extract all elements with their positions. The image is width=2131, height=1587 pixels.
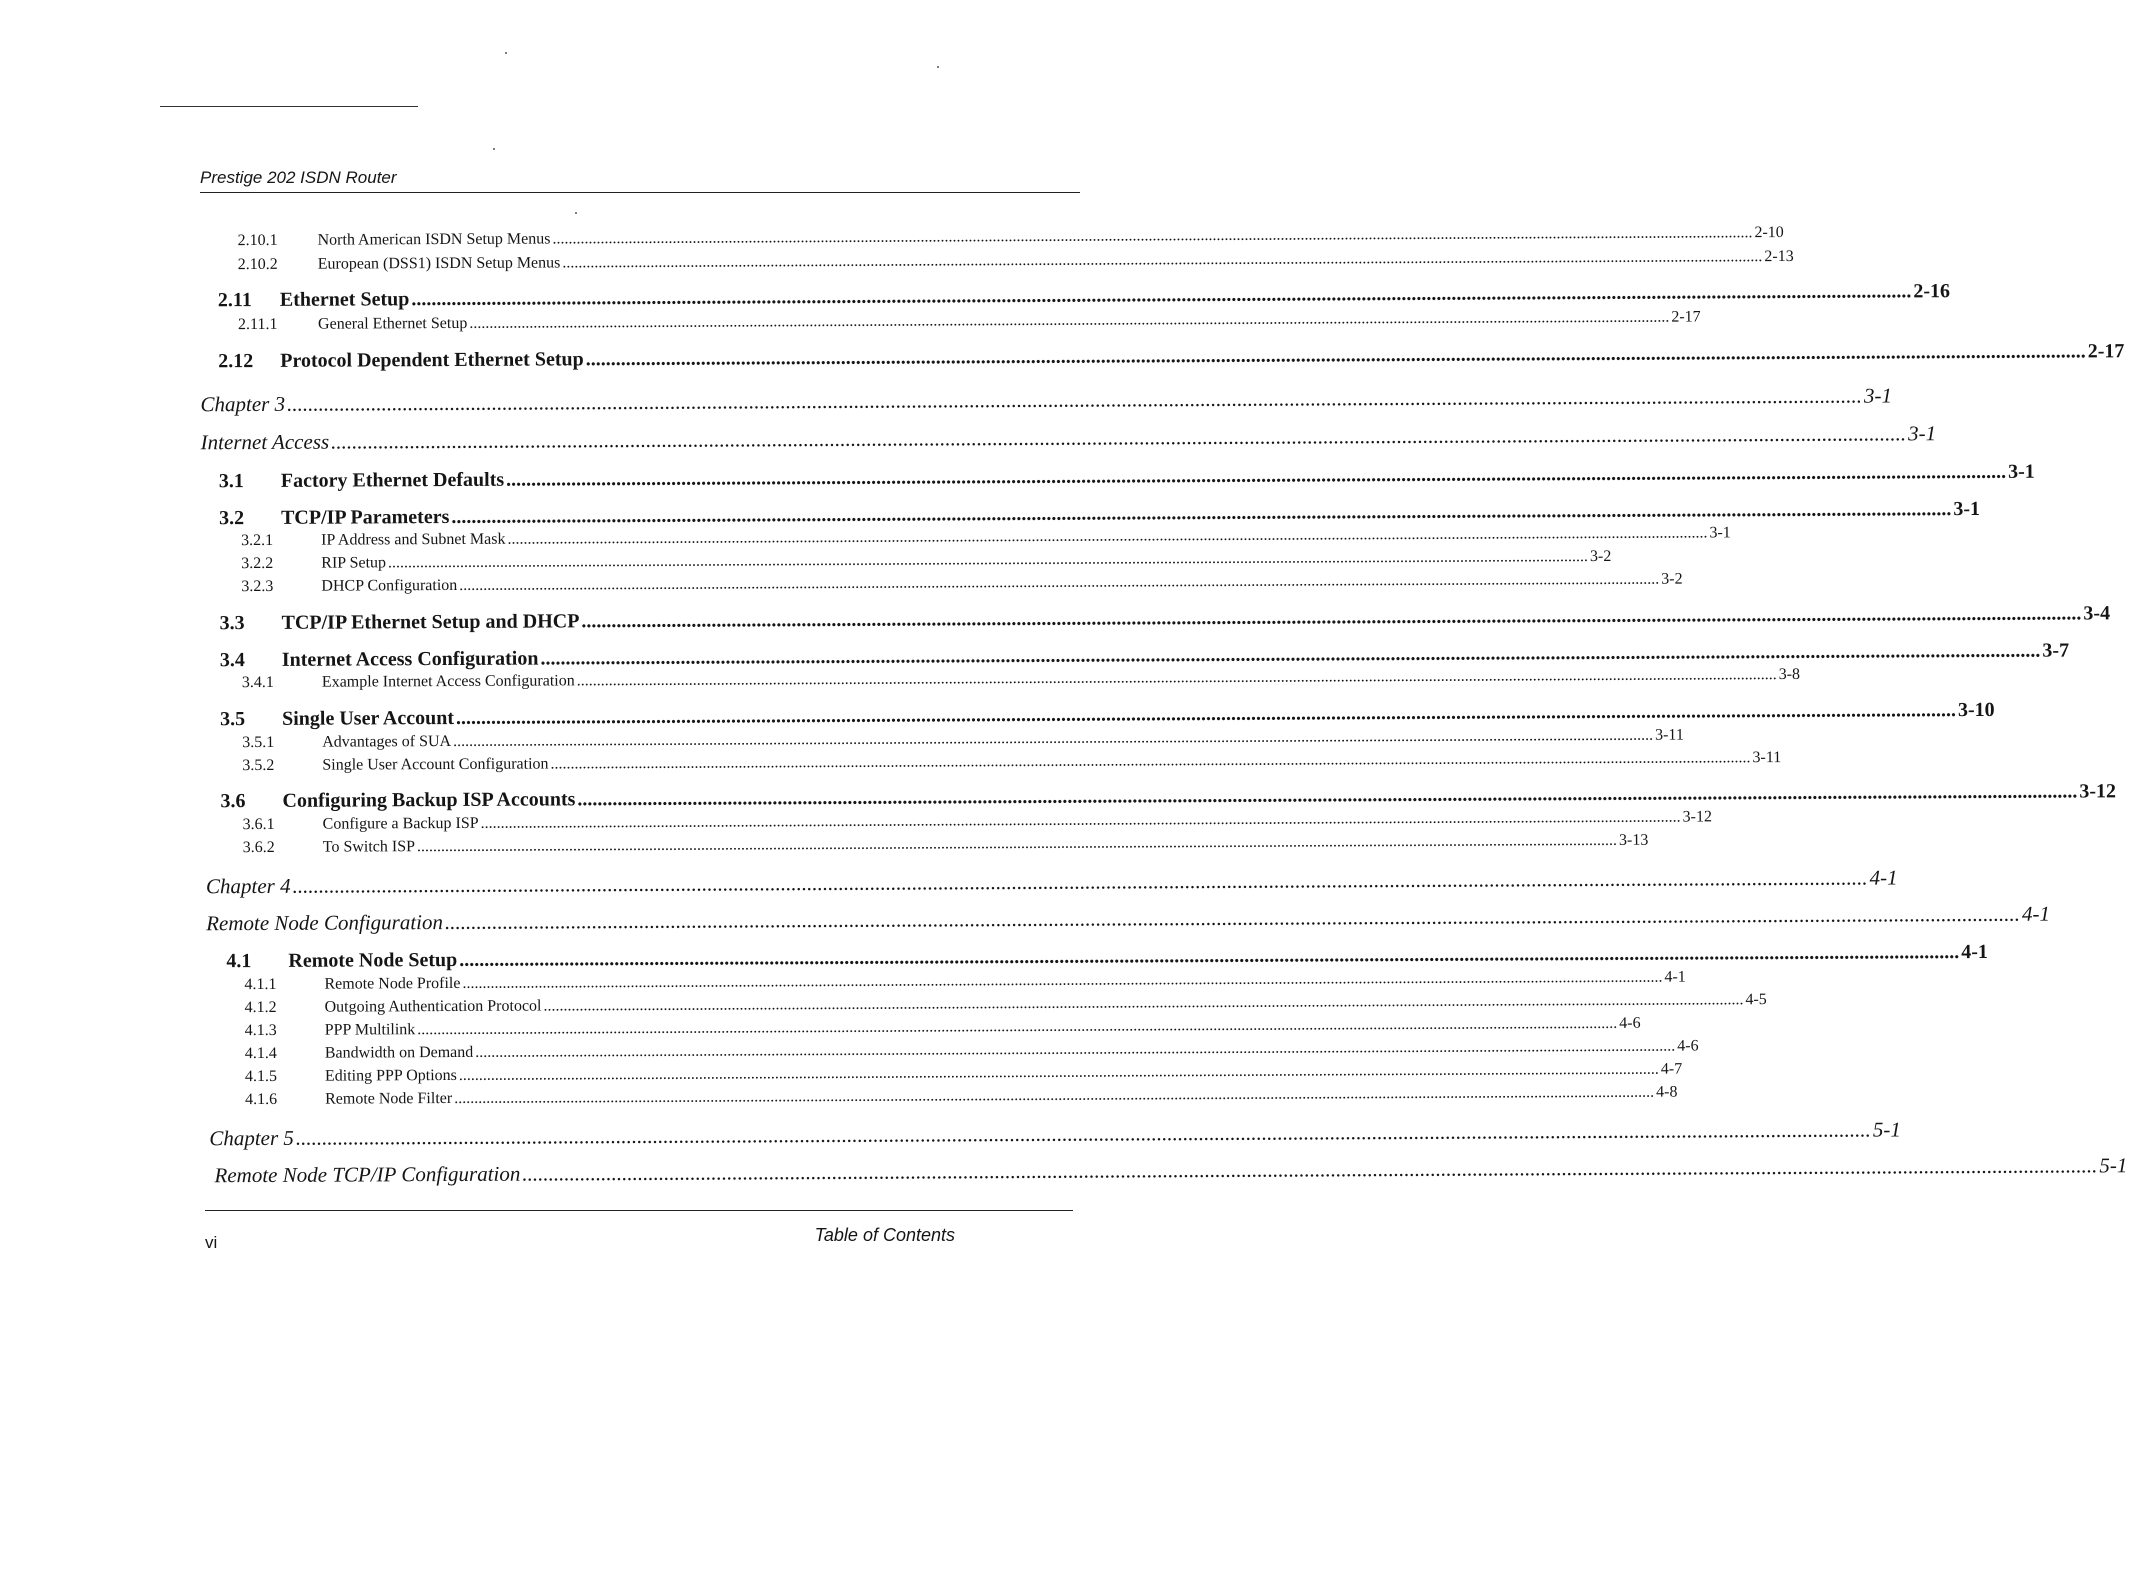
toc-entry-title: Remote Node Profile <box>324 974 461 993</box>
toc-entry-number: 3.1 <box>218 470 244 493</box>
toc-entry <box>200 421 1937 456</box>
dot-leader: ............................................................................................................................................................................................................................................................................................................ <box>540 639 2041 670</box>
dot-leader: ............................................................................................................................................................................................................................................................................................................ <box>543 991 1744 1015</box>
dot-leader: ............................................................................................................................................................................................................................................................................................................ <box>459 941 1960 971</box>
toc-entry-number: 4.1 <box>226 950 252 973</box>
toc-entry-page: 4-1 <box>1664 968 1686 986</box>
dot-leader: ............................................................................................................................................................................................................................................................................................................ <box>416 831 1618 856</box>
toc-entry <box>205 865 1898 900</box>
toc-entry <box>206 901 2051 937</box>
toc-entry-number: 2.10.1 <box>237 231 278 250</box>
toc-entry-title: PPP Multilink <box>324 1021 416 1039</box>
toc-entry-number: 3.2.3 <box>241 577 274 596</box>
running-footer-section: Table of Contents <box>814 1225 955 1245</box>
toc-entry-title: Remote Node Setup <box>288 948 458 972</box>
toc-entry-title: Outgoing Authentication Protocol <box>324 997 542 1016</box>
dot-leader: ............................................................................................................................................................................................................................................................................................................ <box>507 524 1708 548</box>
toc-entry-title: Single User Account Configuration <box>322 755 549 774</box>
toc-entry-title: IP Address and Subnet Mask <box>321 530 506 549</box>
toc-entry-number: 2.10.2 <box>237 255 278 274</box>
toc-entry-title: Remote Node TCP/IP Configuration <box>214 1161 521 1188</box>
toc-entry-number: 2.11 <box>217 289 252 312</box>
toc-entry-page: 3-10 <box>1957 698 1995 722</box>
toc-entry <box>244 1014 1641 1040</box>
toc-entry-number: 3.4.1 <box>241 673 274 692</box>
toc-entry-title: Remote Node Filter <box>325 1089 453 1108</box>
toc-entry-number: 4.1.3 <box>244 1021 277 1040</box>
toc-entry <box>244 968 1686 994</box>
toc-entry <box>244 1060 1683 1086</box>
toc-entry-title: Example Internet Access Configuration <box>321 672 575 691</box>
dot-leader: ............................................................................................................................................................................................................................................................................................................ <box>577 780 2078 811</box>
toc-entry-number: 3.2 <box>218 507 245 530</box>
toc-entry <box>241 570 1683 596</box>
toc-entry <box>209 1117 1901 1152</box>
toc-entry-page: 4-6 <box>1619 1014 1641 1032</box>
toc-entry-title: Protocol Dependent Ethernet Setup <box>280 348 584 372</box>
toc-entry-title: DHCP Configuration <box>321 576 458 595</box>
toc-entry-number: 3.6.1 <box>242 815 275 834</box>
toc-entry-page: 5-1 <box>1872 1117 1901 1142</box>
toc-entry-title: Configuring Backup ISP Accounts <box>282 788 576 812</box>
toc-entry-title: Internet Access Configuration <box>281 647 539 671</box>
dot-leader: ............................................................................................................................................................................................................................................................................................................ <box>475 1037 1676 1061</box>
toc-entry-page: 2-13 <box>1764 247 1794 266</box>
dot-leader: ............................................................................................................................................................................................................................................................................................................ <box>522 1153 2098 1186</box>
dot-leader: ............................................................................................................................................................................................................................................................................................................ <box>459 570 1660 594</box>
toc-entry <box>218 340 2125 374</box>
toc-entry <box>214 1153 2128 1189</box>
dot-leader: ............................................................................................................................................................................................................................................................................................................ <box>585 340 2086 371</box>
toc-entry-number: 3.3 <box>219 612 245 635</box>
toc-entry-page: 5-1 <box>2099 1153 2128 1178</box>
toc-entry <box>200 383 1893 418</box>
toc-entry <box>242 831 1649 857</box>
toc-entry <box>237 247 1794 274</box>
dot-leader: ............................................................................................................................................................................................................................................................................................................ <box>455 699 1956 729</box>
toc-entry-title: Configure a Backup ISP <box>322 814 479 833</box>
toc-entry-page: 3-1 <box>1908 421 1937 446</box>
toc-entry-page: 2-17 <box>1671 308 1701 326</box>
toc-entry-page: 4-1 <box>1961 940 1988 964</box>
dot-leader: ............................................................................................................................................................................................................................................................................................................ <box>469 308 1670 332</box>
toc-entry <box>241 524 1731 550</box>
toc-entry-page: 3-8 <box>1778 665 1801 684</box>
toc-entry-title: General Ethernet Setup <box>317 314 468 333</box>
toc-entry-number: 3.5 <box>220 708 246 731</box>
dot-leader: ............................................................................................................................................................................................................................................................................................................ <box>286 383 1863 416</box>
toc-entry-number: 2.12 <box>218 350 254 373</box>
running-header-title: Prestige 202 ISDN Router <box>200 168 397 187</box>
toc-entry <box>242 749 1782 775</box>
toc-entry-title: Ethernet Setup <box>279 288 410 311</box>
dot-leader: ............................................................................................................................................................................................................................................................................................................ <box>576 666 1777 690</box>
dot-leader: ............................................................................................................................................................................................................................................................................................................ <box>581 602 2082 633</box>
dot-leader: ............................................................................................................................................................................................................................................................................................................ <box>562 248 1763 272</box>
dot-leader: ............................................................................................................................................................................................................................................................................................................ <box>444 901 2021 935</box>
toc-entry <box>226 940 1988 973</box>
dot-leader: ............................................................................................................................................................................................................................................................................................................ <box>506 460 2007 491</box>
toc-entry-number: 2.11.1 <box>237 315 278 334</box>
toc-entry-page: 3-1 <box>1863 383 1893 408</box>
toc-entry-number: 4.1.2 <box>244 998 277 1017</box>
toc-entry-page: 3-11 <box>1752 749 1782 767</box>
toc-entry-page: 3-2 <box>1589 547 1612 566</box>
toc-entry-title: Chapter 4 <box>205 873 291 899</box>
toc-entry-title: European (DSS1) ISDN Setup Menus <box>317 254 561 273</box>
toc-entry <box>218 460 2035 494</box>
dot-leader: ............................................................................................................................................................................................................................................................................................................ <box>411 280 1912 311</box>
toc-entry-page: 3-1 <box>1953 497 1981 521</box>
toc-entry <box>241 665 1801 692</box>
dot-leader: ............................................................................................................................................................................................................................................................................................................ <box>458 1060 1659 1084</box>
toc-entry-page: 3-1 <box>1709 524 1731 542</box>
toc-entry-title: North American ISDN Setup Menus <box>317 230 551 249</box>
toc-entry-number: 3.2.1 <box>241 531 274 550</box>
toc-entry <box>242 808 1712 834</box>
dot-leader: ............................................................................................................................................................................................................................................................................................................ <box>552 224 1753 248</box>
running-footer <box>205 1210 1073 1255</box>
toc-entry-title: Chapter 5 <box>209 1125 294 1151</box>
dot-leader: ............................................................................................................................................................................................................................................................................................................ <box>454 1083 1655 1107</box>
toc-entry <box>220 698 1995 732</box>
toc-entry <box>242 726 1684 752</box>
dot-leader: ............................................................................................................................................................................................................................................................................................................ <box>453 726 1654 750</box>
toc-entry-page: 3-13 <box>1618 831 1649 849</box>
toc-entry-number: 4.1.6 <box>245 1090 278 1109</box>
toc-entry-page: 2-17 <box>2087 340 2125 363</box>
toc-entry-page: 3-2 <box>1661 570 1683 588</box>
dot-leader: ............................................................................................................................................................................................................................................................................................................ <box>480 808 1681 832</box>
dot-leader: ............................................................................................................................................................................................................................................................................................................ <box>451 498 1952 528</box>
toc-entry-page: 3-4 <box>2083 602 2111 625</box>
toc-entry-title: Advantages of SUA <box>322 732 452 751</box>
toc-entry <box>241 547 1612 573</box>
toc-entry-page: 3-12 <box>2079 780 2117 803</box>
toc-entry-page: 4-8 <box>1656 1083 1678 1101</box>
toc-entry-title: Factory Ethernet Defaults <box>280 468 505 492</box>
dot-leader: ............................................................................................................................................................................................................................................................................................................ <box>387 548 1589 572</box>
toc-entry-number: 3.6 <box>220 790 246 813</box>
toc-entry-number: 3.4 <box>219 649 245 672</box>
dot-leader: ............................................................................................................................................................................................................................................................................................................ <box>331 421 1907 454</box>
toc-entry <box>237 224 1784 250</box>
toc-entry-number: 3.6.2 <box>242 838 275 857</box>
dot-leader: ............................................................................................................................................................................................................................................................................................................ <box>295 1117 1871 1150</box>
toc-entry <box>217 280 1951 313</box>
toc-entry-title: Remote Node Configuration <box>206 910 444 936</box>
toc-entry-number: 3.2.2 <box>241 554 274 573</box>
toc-entry-page: 2-10 <box>1754 224 1784 242</box>
toc-entry-page: 4-6 <box>1677 1037 1699 1055</box>
toc-entry-title: Chapter 3 <box>200 391 286 417</box>
toc-entry-page: 3-7 <box>2042 639 2070 662</box>
toc-entry-title: To Switch ISP <box>322 838 416 856</box>
toc-entry-title: TCP/IP Parameters <box>280 505 450 529</box>
toc-entry-page: 4-1 <box>1869 865 1898 890</box>
toc-entry-title: Editing PPP Options <box>324 1066 457 1085</box>
toc-entry <box>245 1083 1678 1109</box>
toc-entry-number: 4.1.4 <box>244 1044 277 1063</box>
dot-leader: ............................................................................................................................................................................................................................................................................................................ <box>550 749 1751 773</box>
toc-entry-number: 4.1.1 <box>244 975 277 994</box>
toc-entry <box>219 639 2070 673</box>
toc-entry-page: 2-16 <box>1913 280 1951 303</box>
toc-entry-page: 4-1 <box>2021 901 2051 926</box>
dot-leader: ............................................................................................................................................................................................................................................................................................................ <box>292 865 1868 898</box>
dot-leader: ............................................................................................................................................................................................................................................................................................................ <box>417 1014 1618 1039</box>
page-number: vi <box>205 1233 218 1252</box>
dot-leader: ............................................................................................................................................................................................................................................................................................................ <box>462 968 1663 992</box>
toc-entry-page: 3-11 <box>1655 726 1684 744</box>
toc-entry-title: TCP/IP Ethernet Setup and DHCP <box>281 610 580 634</box>
toc-entry <box>218 497 1981 531</box>
toc-entry <box>237 308 1701 334</box>
toc-entry <box>244 991 1767 1017</box>
toc-entry-page: 4-7 <box>1660 1060 1683 1078</box>
toc-entry-page: 3-1 <box>2008 460 2035 483</box>
toc-entry <box>220 780 2117 814</box>
toc-entry-number: 4.1.5 <box>244 1067 278 1086</box>
toc-entry-title: Bandwidth on Demand <box>324 1043 474 1062</box>
toc-entry-page: 4-5 <box>1745 991 1767 1009</box>
toc-entry-title: Internet Access <box>200 429 330 455</box>
toc-entry <box>219 602 2111 636</box>
toc-entry-title: Single User Account <box>282 706 455 730</box>
toc-entry-title: RIP Setup <box>321 554 387 572</box>
toc-entry-number: 3.5.1 <box>242 733 275 752</box>
toc-entry <box>244 1037 1699 1063</box>
toc-entry-page: 3-12 <box>1682 808 1712 826</box>
toc-entry-number: 3.5.2 <box>242 756 275 775</box>
